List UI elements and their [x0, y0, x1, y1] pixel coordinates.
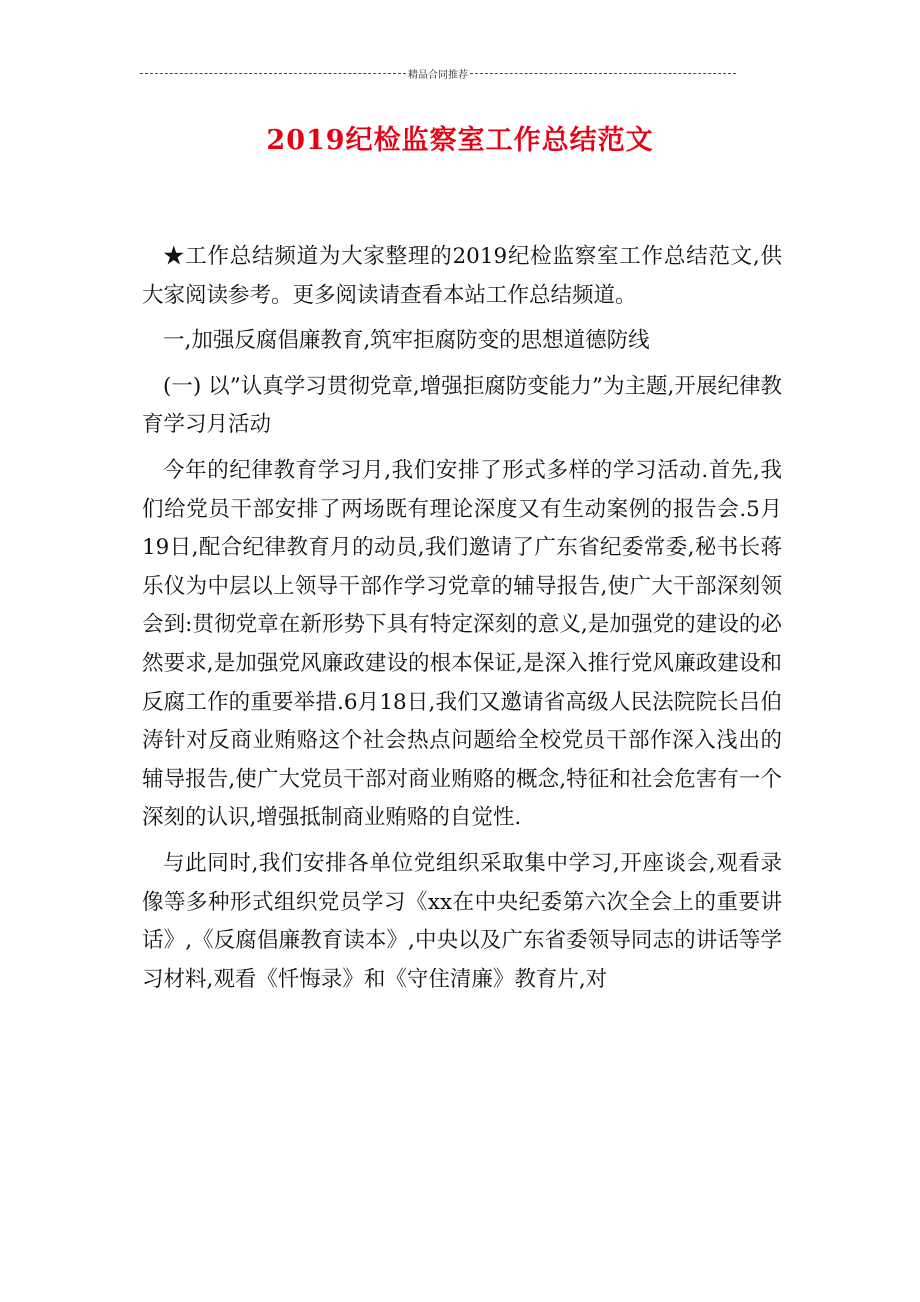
paragraph-intro: ★工作总结频道为大家整理的2019纪检监察室工作总结范文,供大家阅读参考。更多阅读请查看本站工作总结频道。	[142, 244, 782, 308]
document-title: 2019纪检监察室工作总结范文	[266, 125, 654, 156]
paragraph-subheading-1: (一) 以”认真学习贯彻党章,增强拒腐防变能力”为主题,开展纪律教育学习月活动	[142, 373, 782, 438]
paragraph-heading-1: 一,加强反腐倡廉教育,筑牢拒腐防变的思想道德防线	[163, 328, 650, 354]
header-label: 精品合同推荐	[408, 70, 468, 81]
document-body	[142, 238, 782, 999]
page-header	[140, 66, 736, 81]
paragraph-body-2: 与此同时,我们安排各单位党组织采取集中学习,开座谈会,观看录像等多种形式组织党员学习《xx在中央纪委第六次全会上的重要讲话》,《反腐倡廉教育读本》,中央以及广东省委领导同志的讲话等学习材料,观看《忏悔录》和《守住清廉》教育片,对	[142, 850, 782, 992]
header-dash-right	[470, 73, 736, 74]
header-dash-left	[140, 73, 406, 74]
paragraph-body-1: 今年的纪律教育学习月,我们安排了形式多样的学习活动.首先,我们给党员干部安排了两场既有理论深度又有生动案例的报告会.5月19日,配合纪律教育月的动员,我们邀请了广东省纪委常委,秘书长蒋乐仪为中层以上领导干部作学习党章的辅导报告,使广大干部深刻领会到:贯彻党章在新形势下具有特定深刻的意义,是加强党的建设的必然要求,是加强党风廉政建设的根本保证,是深入推行党风廉政建设和反腐工作的重要举措.6月18日,我们又邀请省高级人民法院院长吕伯涛针对反商业贿赂这个社会热点问题给全校党员干部作深入浅出的辅导报告,使广大党员干部对商业贿赂的概念,特征和社会危害有一个深刻的认识,增强抵制商业贿赂的自觉性.	[142, 457, 782, 831]
